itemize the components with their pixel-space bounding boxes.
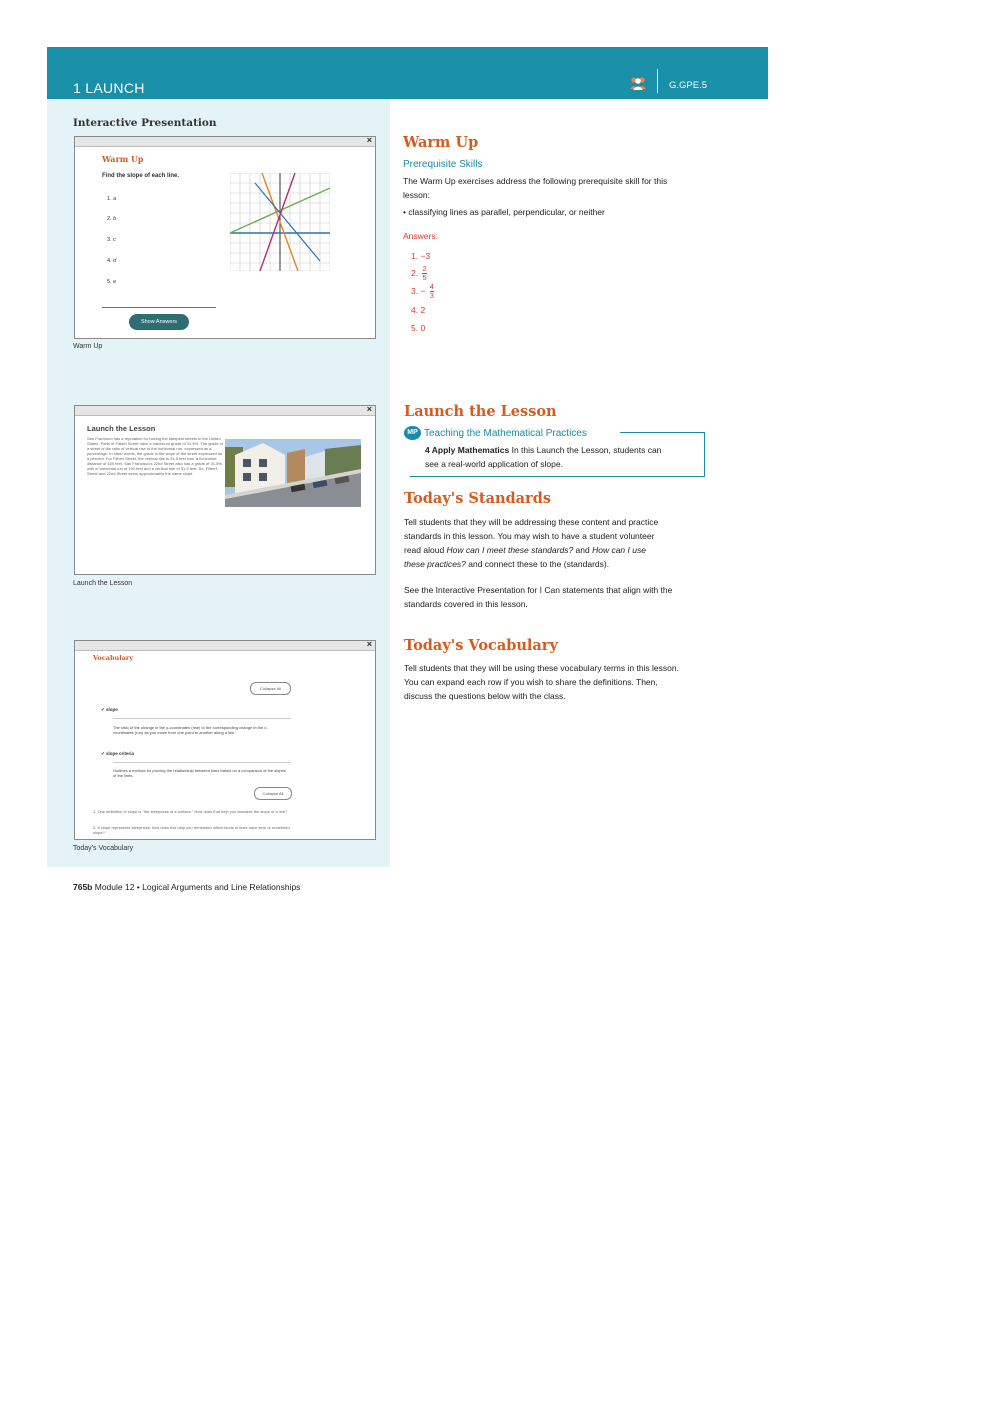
slide-prompt: Find the slope of each line. [102, 173, 180, 179]
standards-paragraph-1: Tell students that they will be addressing these content and practice standards in this lesson. You may wish to have a student volunteer read aloud How can I meet these standards? and How can I use these practices? and connect these to the (standards). [404, 517, 659, 569]
module-label: Module 12 [92, 882, 135, 892]
mp-text-line-1: 4 Apply Mathematics In this Launch the Lesson, students can [425, 445, 662, 455]
divider [113, 718, 291, 719]
warm-up-intro: The Warm Up exercises address the following prerequisite skill for this lesson: [403, 176, 668, 200]
exercise-2: 2. b [107, 216, 117, 222]
launch-caption: Launch the Lesson [73, 580, 133, 587]
mp-title: Teaching the Mathematical Practices [424, 428, 587, 439]
window-bar [75, 641, 375, 651]
vocab-def-slope: The ratio of the change in the y-coordinates (rise) to the corresponding change in the x-coordinates (run) as you move from one point to another along a line. [113, 725, 268, 735]
header-divider [657, 69, 658, 93]
show-answers-button[interactable]: Show Answers [129, 314, 189, 330]
exercise-1: 1. a [107, 196, 117, 202]
collapse-all-button[interactable]: Collapse All [250, 682, 291, 695]
page-number: 765b [73, 882, 93, 892]
vocab-term-slope-criteria[interactable]: ✔ slope criteria [101, 751, 135, 756]
standards-heading: Today's Standards [404, 490, 551, 507]
close-icon[interactable]: × [366, 135, 372, 145]
collapse-button[interactable]: Collapse All [254, 787, 292, 800]
exercise-5: 5. e [107, 279, 117, 285]
prerequisite-skills-heading: Prerequisite Skills [403, 159, 483, 170]
fraction: $\frac{4}{3}$ [429, 282, 434, 300]
check-icon: ✔ [101, 751, 107, 756]
warm-up-slide[interactable] [74, 136, 376, 339]
answer-1: 1. −3 [411, 251, 431, 261]
divider [113, 762, 291, 763]
mp-badge-icon: MP [404, 426, 421, 440]
answer-divider [102, 307, 216, 308]
vocabulary-slide[interactable] [74, 640, 376, 840]
street-photo [225, 439, 361, 507]
group-icon [629, 76, 647, 90]
slide-body: San Francisco has a reputation for having the steepest streets in the United States. Parts of Filbert Street have a maximum grade of 31.5%. The grade of a street is the ratio of vertical rise to the horizontal run, expressed as a percentage. In other words, the grade is the slope of the street expressed as a percent. For Filbert Street, the vertical rise is 31.5 feet over a horizontal distance of 100 feet. San Francisco's 22nd Street also has a grade of 31.5%, with a horizontal run of 100 feet and a vertical rise of 31.5 feet. So, Filbert Street and 22nd Street seem approximately the same slope. [87, 436, 223, 476]
slope-graph [230, 173, 330, 271]
fraction: $\frac{2}{5}$ [422, 264, 427, 282]
close-icon[interactable]: × [366, 639, 372, 649]
vocab-def-slope-criteria: Outlines a method for proving the relationship between lines based on a comparison of the slopes of the lines. [113, 768, 286, 778]
prerequisite-bullet: • classifying lines as parallel, perpendicular, or neither [403, 207, 605, 217]
vocab-term-slope[interactable]: ✔ slope [101, 707, 118, 712]
page-footer [73, 882, 300, 892]
answer-3: 3. − $\frac{4}{3}$ [411, 282, 434, 300]
exercise-3: 3. c [107, 237, 116, 243]
slide-title: Warm Up [102, 154, 144, 164]
check-icon: ✔ [101, 707, 107, 712]
window-bar [75, 406, 375, 416]
standard-code: G.GPE.5 [669, 80, 708, 91]
section-header [47, 47, 768, 99]
vocab-question-2: 2. If slope represents steepness, how does this help you remember which kinds of lines have zero or undefined slope? [93, 825, 290, 835]
standards-paragraph-2: See the Interactive Presentation for I Can statements that align with the standards covered in this lesson. [404, 585, 673, 609]
exercise-4: 4. d [107, 258, 117, 264]
warm-up-caption: Warm Up [73, 343, 103, 350]
module-title: • Logical Arguments and Line Relationships [134, 882, 301, 892]
answer-5: 5. 0 [411, 323, 426, 333]
vocabulary-caption: Today's Vocabulary [73, 845, 134, 852]
close-icon[interactable]: × [366, 404, 372, 414]
answer-2: 2. $\frac{2}{5}$ [411, 264, 427, 282]
section-title: 1 LAUNCH [73, 80, 145, 96]
launch-slide[interactable] [74, 405, 376, 575]
vocabulary-paragraph: Tell students that they will be using these vocabulary terms in this lesson. You can expand each row if you wish to share the definitions. Then, discuss the questions below with the class. [404, 663, 679, 701]
answer-4: 4. 2 [411, 305, 426, 315]
mp-box-rule [620, 432, 705, 433]
slide-title: Vocabulary [93, 654, 134, 662]
vocabulary-heading: Today's Vocabulary [404, 637, 558, 654]
vocab-question-1: 1. One definition of slope is "the steepness of a surface." How does that help you visualize the slope of a line? [93, 809, 288, 814]
answers-label: Answers: [403, 231, 438, 241]
launch-heading: Launch the Lesson [404, 403, 557, 420]
window-bar [75, 137, 375, 147]
slide-title: Launch the Lesson [87, 424, 156, 433]
mp-text-line-2: see a real-world application of slope. [425, 459, 563, 469]
panel-heading: Interactive Presentation [73, 117, 217, 129]
warm-up-heading: Warm Up [403, 134, 479, 151]
